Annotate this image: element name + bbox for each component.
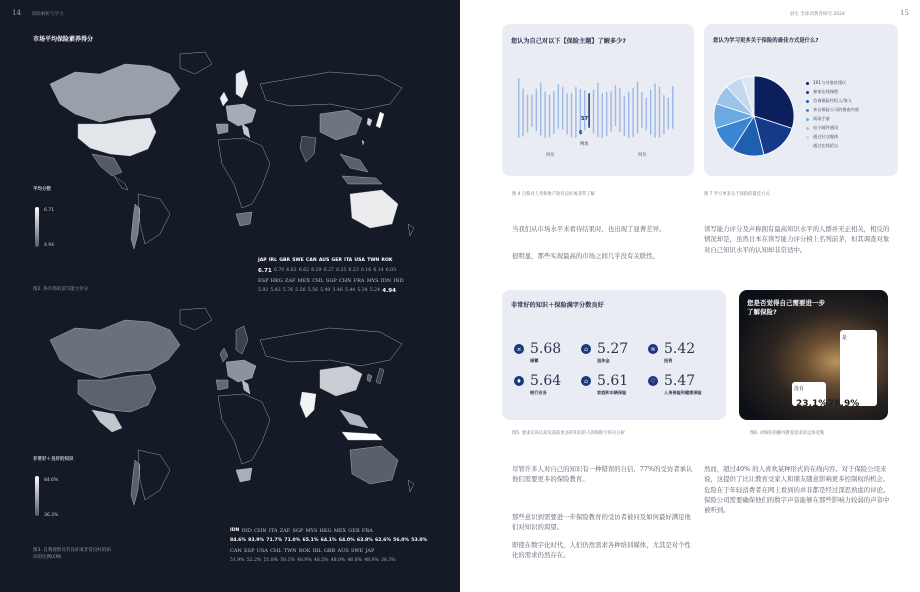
map2-indonesia [342, 432, 382, 440]
rank-cell: 5.76 [282, 288, 294, 293]
rank-cell: 6.29 [311, 268, 322, 273]
legend1-min: 4.94 [44, 243, 55, 248]
legend-dot-icon [806, 91, 809, 94]
score-value: 5.27 [597, 341, 629, 357]
pie-legend-item [806, 98, 852, 104]
rank-cell: 5.56 [307, 288, 318, 293]
paragraph-1a: 当我们从市场水平来看待结果时，也出现了显著差异。 [512, 225, 666, 233]
map2-japan [376, 368, 384, 384]
map2-south-africa [236, 468, 252, 482]
rank-cell: CHL [270, 548, 282, 554]
chart-bar [602, 93, 603, 138]
map-southeast-asia [340, 154, 368, 172]
pie-legend-item [806, 134, 838, 140]
map2-canada [50, 320, 180, 378]
pie-legend-label: 参加在线课程 [813, 89, 839, 94]
rank-cell: 5.46 [332, 288, 343, 293]
education-need-photo-card [739, 290, 888, 420]
card1-title: 您认为自己对以下【保险主题】了解多少? [511, 38, 626, 45]
score-tile [584, 373, 637, 396]
map2-italy [242, 380, 250, 394]
paragraph-2: 读写能力评分及声称拥有最高知识水平的人群并无正相关，相反的情况却是，虽然日本在读写能力评分榜上名列前茅，但其调查对象对自己知识水平的认知却非常适中。 [704, 225, 890, 254]
rank-cell: 83.9% [248, 538, 265, 543]
score-label: 储蓄 [530, 358, 539, 363]
rank-cell: CAN [305, 258, 317, 263]
map-spain [216, 124, 228, 134]
rank-cell: SWE [350, 548, 364, 554]
map-chile [131, 204, 140, 249]
piggy-bank-icon: ¤ [514, 344, 524, 354]
chart-bar [646, 98, 647, 130]
score-tile [517, 341, 570, 364]
score-label: 银行业务 [530, 390, 547, 395]
map-scandinavia [236, 70, 248, 98]
rank-cell: 6.62 [298, 268, 310, 273]
rank-cell: 6.23 [348, 268, 359, 273]
rank-cell: 63.8% [356, 538, 373, 543]
rank-cell: IRL [312, 548, 322, 554]
score-value: 5.68 [530, 341, 562, 357]
pie-legend-item [806, 89, 838, 95]
chart-bar [610, 91, 611, 131]
map-italy [242, 124, 250, 138]
rank-cell: AUS [318, 258, 330, 263]
map-india [300, 136, 316, 162]
chart-bar [624, 96, 625, 136]
rank-cell: TWN [367, 258, 380, 263]
card1-bottom-label: 网址 [580, 142, 589, 147]
map2-europe [226, 360, 256, 382]
rank-cell: IDN [230, 528, 240, 533]
chart-bar [619, 88, 620, 132]
rank-cell: ROK [381, 258, 393, 263]
rank-cell: 71.0% [284, 538, 301, 543]
chart-bar [637, 82, 638, 133]
map2-china [320, 366, 362, 396]
rank-cell: 36.3% [381, 558, 396, 563]
chart-bar [632, 88, 633, 137]
world-map-literacy [30, 44, 450, 254]
legend-dot-icon [806, 136, 809, 139]
chart-icon: ≋ [648, 344, 658, 354]
running-header-left: 保险解析与学习 [32, 12, 64, 17]
chart-bar [628, 92, 629, 138]
rank-cell: 65.1% [302, 538, 319, 543]
map-korea [367, 118, 372, 126]
fig4-caption: 图 4 自称对人寿和财产险有良好或非常了解 [512, 192, 595, 197]
chart-bar [606, 92, 607, 136]
map-japan [376, 112, 384, 128]
rank-cell: 6.62 [286, 268, 297, 273]
pie-legend-label: 阅读手册 [813, 116, 830, 121]
fig2-caption: 图2. 各市场的读写能力评分 [33, 287, 89, 292]
bank-icon: ♦ [514, 376, 524, 386]
chart-bar [641, 92, 642, 128]
rank-cell: 48.9% [364, 558, 379, 563]
rank-cell: MYS [366, 278, 379, 284]
chart-bar [668, 98, 669, 130]
rank-cell: TWN [283, 548, 297, 554]
pie-legend-label: 咨询保险经纪人/家人 [813, 98, 853, 103]
rank-cell: 48.0% [330, 558, 346, 563]
rank-cell: ZAF [284, 278, 296, 284]
rank-cell: 64.0% [338, 538, 355, 543]
card2-title: 您认为学习更多关于保险的最佳方式是什么? [713, 38, 819, 44]
rank2-row2-values [230, 558, 398, 563]
map2-australia [350, 446, 398, 484]
rank-cell: 6.14 [373, 268, 384, 273]
score-label: 退休金 [597, 358, 610, 363]
rank-cell: FRA [353, 278, 365, 284]
paragraph-3b: 那些意识到需要进一步保险教育的受访者被问及如何最好满足他们对知识的渴望。 [512, 513, 691, 532]
rank1-row2-values [258, 288, 398, 294]
rank-cell: CAN [230, 548, 242, 554]
score-value: 5.61 [597, 373, 629, 389]
rank-cell: 4.94 [382, 288, 397, 294]
rank-cell: 5.44 [344, 288, 356, 293]
chart-bar [522, 89, 523, 137]
chart-bar [544, 92, 545, 138]
pie-legend-label: 通过在线论坛 [813, 143, 839, 148]
rank-cell: 46.8% [347, 558, 363, 563]
chart-bar [580, 89, 581, 135]
rank-cell: GER [348, 528, 360, 534]
rank-cell: 5.34 [357, 288, 368, 293]
map2-india [300, 392, 316, 418]
pie-legend-label: 101与书推荐建议 [813, 80, 847, 85]
card1-bottom-value: 6 [579, 130, 583, 136]
rank-cell: ROK [298, 548, 311, 554]
rank-cell: 48.9% [297, 558, 312, 563]
photo-no-label: 没有 [794, 386, 805, 392]
rank-cell: 6.71 [258, 268, 272, 274]
rank2-row1-codes [230, 528, 375, 534]
map2-southeast-asia [340, 410, 368, 428]
pie-legend-item [806, 125, 838, 131]
chart-bar [531, 95, 532, 127]
legend1-gradient [35, 207, 39, 247]
rank-cell: IND [393, 278, 404, 284]
rank-cell: 5.56 [295, 288, 306, 293]
rank-cell: IDN [380, 278, 392, 284]
pie-legend-item [806, 80, 846, 86]
paragraph-3c: 即使在数字化时代，人们仍然需求各种培训媒体，尤其是对个性化的需求仍然存在。 [512, 541, 691, 560]
rank2-row2-codes [230, 548, 377, 554]
map2-chile [131, 460, 140, 505]
paragraph-3a: 尽管许多人对自己的知识有一种错误的自信，77%的受访者承认他们需要更多的保险教育。 [512, 465, 693, 484]
chart-bar [659, 87, 660, 138]
legend-dot-icon [806, 118, 809, 121]
rank-cell: USA [256, 548, 268, 554]
fig3-caption: 图3. 自我观察具有良好或非常良好的知识的比例(CM) [33, 548, 111, 560]
photo-yes-label: 是 [842, 335, 848, 341]
world-map-knowledge [30, 300, 450, 515]
rank-cell: 51.8% [263, 558, 279, 563]
legend-dot-icon [806, 100, 809, 103]
rank-cell: MEX [297, 278, 311, 284]
chart-bar [615, 85, 616, 126]
map2-scandinavia [236, 326, 248, 354]
chart-bar [593, 90, 594, 134]
pie-legend-label: 通过社交媒体 [813, 134, 839, 139]
rank-cell: SWE [292, 258, 304, 263]
map2-usa [78, 374, 156, 412]
chart-bar [553, 91, 554, 134]
rank-cell: SGP [325, 278, 337, 284]
chart-bar [518, 78, 519, 138]
score-value: 5.47 [664, 373, 696, 389]
legend2-gradient [35, 476, 39, 516]
card3-title: 非常好的知识＋保险满字分数良好 [511, 302, 604, 309]
chart-bar [571, 93, 572, 138]
rank-cell: 62.6% [375, 538, 391, 543]
legend1-max: 6.71 [44, 208, 55, 213]
map-usa [78, 118, 156, 156]
chart-bar [549, 95, 550, 137]
chart-bar [650, 90, 651, 135]
photo-no-pct: 23.1% [796, 399, 828, 409]
learning-method-card [704, 24, 898, 176]
chart-bar [654, 84, 655, 138]
rank-cell: 5.83 [270, 288, 281, 293]
fig7-caption: 图 7 学习更多关于保险的最佳方式 [704, 192, 770, 197]
legend2-min: 36.3% [44, 513, 59, 518]
map-china [320, 110, 362, 140]
map1-title: 市场平均保险素养得分 [33, 36, 94, 43]
chart-bar [562, 87, 563, 129]
topic-knowledge-chart [510, 64, 688, 174]
chart-bar [588, 93, 589, 128]
legend-dot-icon [806, 127, 809, 130]
legend2-max: 84.6% [44, 478, 59, 483]
card1-center-value: 57 [581, 116, 588, 122]
rank-cell: 84.6% [230, 538, 246, 543]
rank-cell: ESP [244, 548, 255, 554]
rank2-row1-values [230, 538, 429, 543]
chart-bar [584, 90, 585, 130]
paragraph-1b: 很明显，那些实现最高的市场之间几乎没有关联性。 [512, 252, 659, 260]
topic-knowledge-card [502, 24, 694, 176]
rank-cell: 6.25 [336, 268, 347, 273]
home-icon: ⌂ [581, 376, 591, 386]
card1-axis-left: 网址 [546, 153, 555, 158]
learning-method-pie [712, 74, 796, 158]
chart-bar [540, 83, 541, 136]
score-tile [650, 341, 704, 364]
pie-legend-label: 电子邮件通讯 [813, 125, 839, 130]
map-canada [50, 64, 180, 122]
pie-legend-item [806, 107, 859, 113]
legend2-title: 非常好＋良好的知识 [33, 457, 74, 462]
chart-bar [597, 83, 598, 137]
map-uk-ireland [220, 92, 228, 106]
legend-dot-icon [806, 145, 809, 148]
score-tile [584, 341, 637, 364]
rank-cell: SGP [292, 528, 304, 534]
page-number-left: 14 [12, 9, 21, 17]
rank-cell: 64.1% [320, 538, 337, 543]
rank-cell: USA [354, 258, 365, 263]
pie-legend-item [806, 143, 838, 149]
map-australia [350, 190, 398, 228]
chart-bar [663, 95, 664, 134]
score-label: 投资 [664, 358, 673, 363]
rank-cell: 51.9% [230, 558, 245, 563]
scores-card [502, 290, 726, 420]
fig5-caption: 图5. 要求在该认知及获取更多的知识的人的保险字得分分析 [512, 431, 625, 436]
rank-cell: IRL [268, 258, 278, 263]
card1-axis-right: 网址 [638, 153, 647, 158]
page-number-right: 15 [900, 9, 909, 17]
legend-dot-icon [806, 109, 809, 112]
rank-cell: 50.3% [280, 558, 295, 563]
score-value: 5.42 [664, 341, 696, 357]
map-taiwan [362, 140, 364, 145]
legend-dot-icon [806, 82, 809, 85]
rank-cell: FRA [361, 528, 373, 534]
rank-cell: ZAF [279, 528, 291, 534]
heart-icon: ♡ [648, 376, 658, 386]
lock-icon: ⌂ [581, 344, 591, 354]
rank-cell: JAP [258, 258, 267, 263]
rank-cell: HKG [270, 278, 283, 284]
rank-cell: 6.03 [385, 268, 397, 273]
rank-cell: 5.49 [320, 288, 331, 293]
map2-mexico [92, 410, 122, 432]
score-tile [516, 373, 570, 396]
rank-cell: CHL [312, 278, 324, 284]
rank-cell: GBR [323, 548, 336, 554]
chart-bar [566, 93, 567, 134]
legend1-title: 平均分数 [33, 187, 51, 192]
rank-cell: AUS [337, 548, 349, 554]
rank1-row1-codes [258, 258, 395, 263]
right-page [460, 0, 920, 592]
pie-legend-item [806, 116, 830, 122]
rank-cell: 5.24 [369, 288, 381, 293]
score-label: 人身保险和健康保险 [664, 390, 702, 395]
rank-cell: GER [331, 258, 342, 263]
rank-cell: ITA [344, 258, 353, 263]
rank-cell: IND [241, 528, 252, 534]
rank-cell: 56.0% [393, 538, 410, 543]
map2-spain [216, 380, 228, 390]
rank-cell: CHN [338, 278, 352, 284]
rank1-row1-values [258, 268, 398, 274]
map-indonesia [342, 176, 382, 184]
pie-legend-label: 来自保险公司的指南内容 [813, 107, 860, 112]
rank-cell: MYS [305, 528, 318, 534]
rank-cell: 71.7% [266, 538, 283, 543]
rank-cell: GBR [279, 258, 291, 263]
rank-cell: MEX [333, 528, 347, 534]
chart-bar [575, 87, 576, 138]
chart-bar [536, 89, 537, 131]
chart-bar [672, 86, 673, 128]
score-label: 家庭和车辆保险 [597, 390, 627, 395]
photo-title: 您是否觉得自己需要进一步了解保险? [747, 299, 825, 317]
rank-cell: 52.2% [246, 558, 262, 563]
rank-cell: 53.0% [411, 538, 428, 543]
rank-cell: JAP [365, 548, 375, 554]
score-value: 5.64 [530, 373, 562, 389]
map2-korea [367, 374, 372, 382]
fig6-caption: 图6. 对保险的额外教育需求的总体宽勒 [750, 431, 825, 436]
running-header-right: 晨生 全球消费者研究 2024 [790, 12, 845, 17]
rank-cell: HKG [319, 528, 332, 534]
score-tile [650, 373, 704, 396]
chart-bar [527, 95, 528, 133]
rank-cell: ESP [258, 278, 269, 284]
rank-cell: 6.70 [274, 268, 285, 273]
rank-cell: CHN [254, 528, 267, 534]
rank-cell: 6.16 [360, 268, 372, 273]
map2-uk-ireland [220, 348, 228, 362]
yes-bar [840, 330, 877, 406]
rank-cell: ITA [268, 528, 278, 534]
chart-bar [558, 84, 559, 128]
paragraph-4: 然而，超过40% 的人喜欢某种形式的在线内容。对于保险公司来说，这提供了比让教育受家人和朋友随意影响更多控制权的机会。危险在于年轻消费者在网上看到的并非都是经过深思熟虑的评论。保险公司需要确保他们的数字声音能够在那些影响力较弱的声音中被听到。 [704, 465, 890, 514]
rank-cell: 6.27 [323, 268, 334, 273]
map-europe [226, 104, 256, 126]
photo-yes-pct: 76.9% [828, 399, 860, 409]
map-south-africa [236, 212, 252, 226]
rank1-row2-codes [258, 278, 406, 284]
rank-cell: 48.5% [313, 558, 329, 563]
rank-cell: 5.92 [258, 288, 269, 293]
map-mexico [92, 154, 122, 176]
